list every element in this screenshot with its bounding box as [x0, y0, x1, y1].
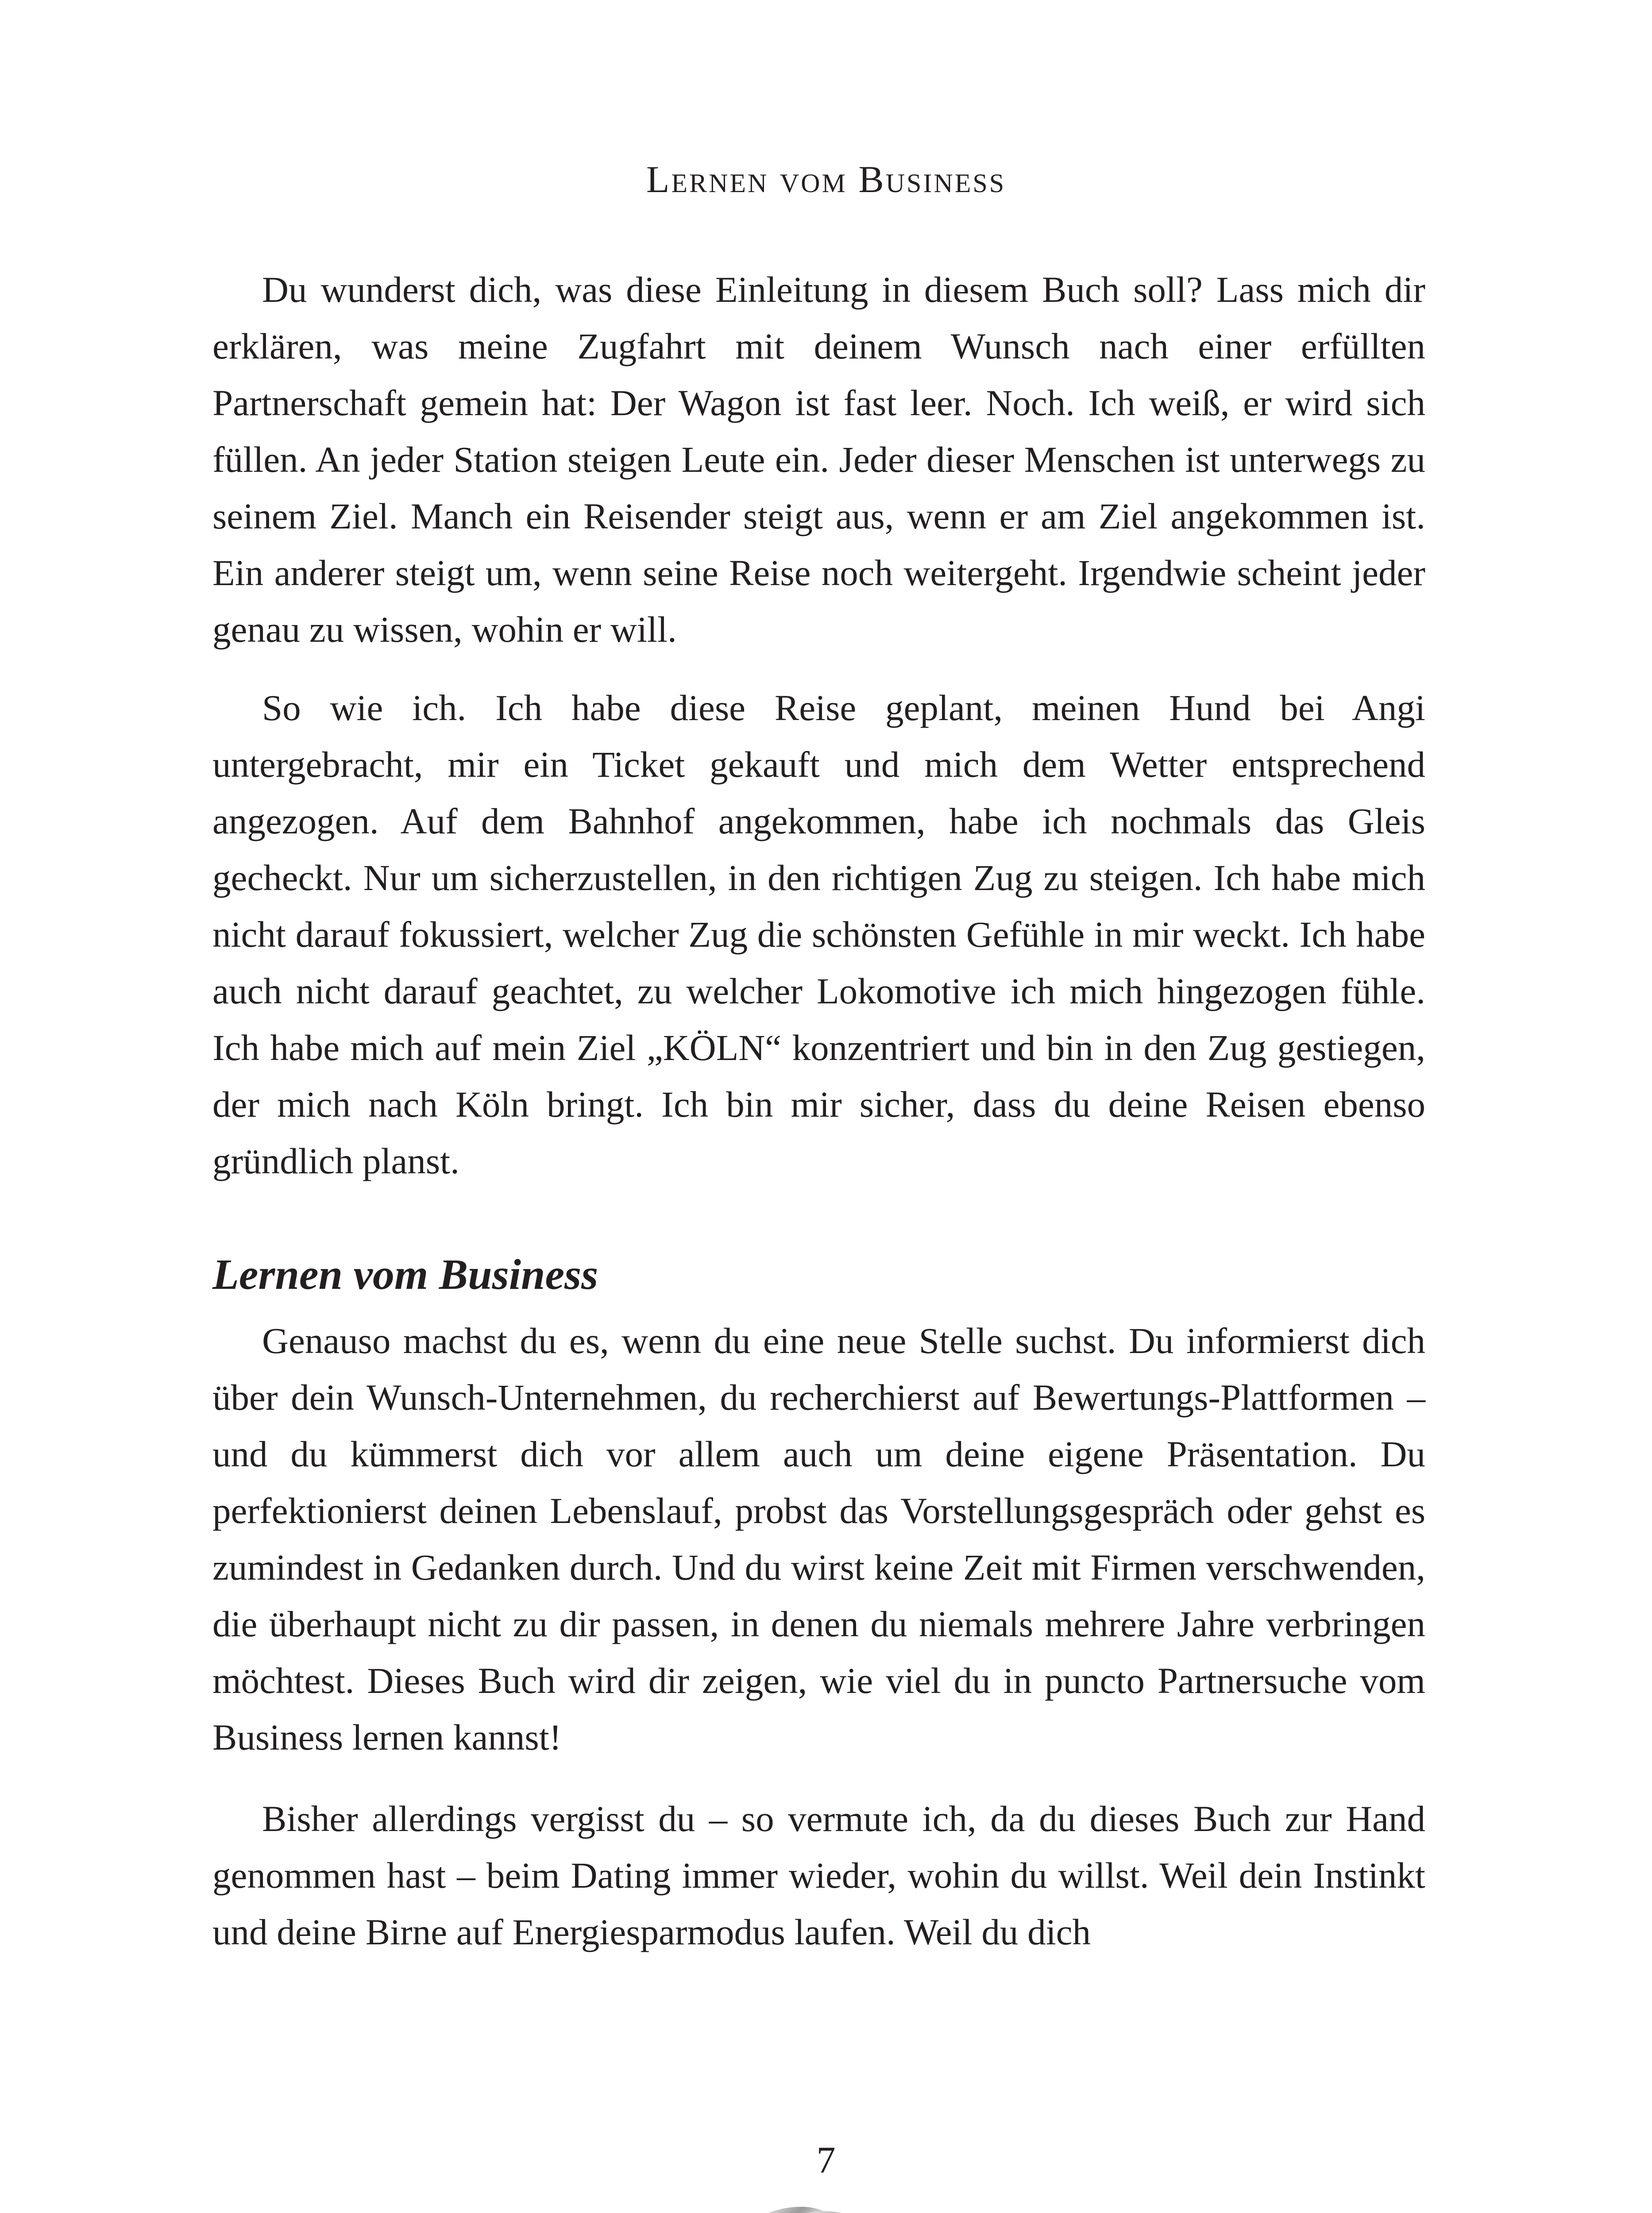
paragraph-2 [212, 679, 1425, 1189]
running-head: Lernen vom Business [646, 158, 1006, 200]
paragraph-text: Du wunderst dich, was diese Einleitung in diesem Buch soll? Lass mich dir erklären, was meine Zugfahrt mit deinem Wunsch nach einer erfüllten Partnerschaft gemein hat: Der Wagon ist fast leer. Noch. Ich weiß, er wird sich füllen. An jeder Station steigen Leute ein. Jeder dieser Menschen ist unterwegs zu seinem Ziel. Manch ein Reisender steigt aus, wenn er am Ziel angekommen ist. Ein anderer steigt um, wenn seine Reise noch weitergeht. Irgendwie scheint jeder genau zu wissen, wohin er will. [212, 269, 1425, 650]
wedding-rings-icon [735, 2193, 885, 2213]
paragraph-3 [212, 1312, 1425, 1766]
paragraph-4 [212, 1790, 1425, 1960]
page-number: 7 [816, 2139, 836, 2181]
paragraph-text: Genauso machst du es, wenn du eine neue Stelle suchst. Du informierst dich über dein Wunsch-Unternehmen, du recherchierst auf Bewertungs-Plattformen – und du kümmerst dich vor allem auch um deine eigene Präsentation. Du perfektionierst deinen Lebenslauf, probst das Vorstellungsgespräch oder gehst es zumindest in Gedanken durch. Und du wirst keine Zeit mit Firmen verschwenden, die überhaupt nicht zu dir passen, in denen du niemals mehrere Jahre verbringen möchtest. Dieses Buch wird dir zeigen, wie viel du in puncto Partnersuche vom Business lernen kannst! [212, 1320, 1425, 1758]
paragraph-1 [212, 261, 1425, 658]
paragraph-text: Bisher allerdings vergisst du – so vermute ich, da du dieses Buch zur Hand genommen hast – beim Dating immer wieder, wohin du willst. Weil dein Instinkt und deine Birne auf Energiesparmodus laufen. Weil du dich [212, 1798, 1425, 1952]
paragraph-text: So wie ich. Ich habe diese Reise geplant, meinen Hund bei Angi untergebracht, mir ein Ticket gekauft und mich dem Wetter entsprechend angezogen. Auf dem Bahnhof angekommen, habe ich nochmals das Gleis gecheckt. Nur um sicherzustellen, in den richtigen Zug zu steigen. Ich habe mich nicht darauf fokussiert, welcher Zug die schönsten Gefühle in mir weckt. Ich habe auch nicht darauf geachtet, zu welcher Lokomotive ich mich hingezogen fühle. Ich habe mich auf mein Ziel „KÖLN“ konzentriert und bin in den Zug gestiegen, der mich nach Köln bringt. Ich bin mir sicher, dass du deine Reisen ebenso gründlich planst. [212, 687, 1425, 1181]
section-heading: Lernen vom Business [212, 1251, 598, 1299]
